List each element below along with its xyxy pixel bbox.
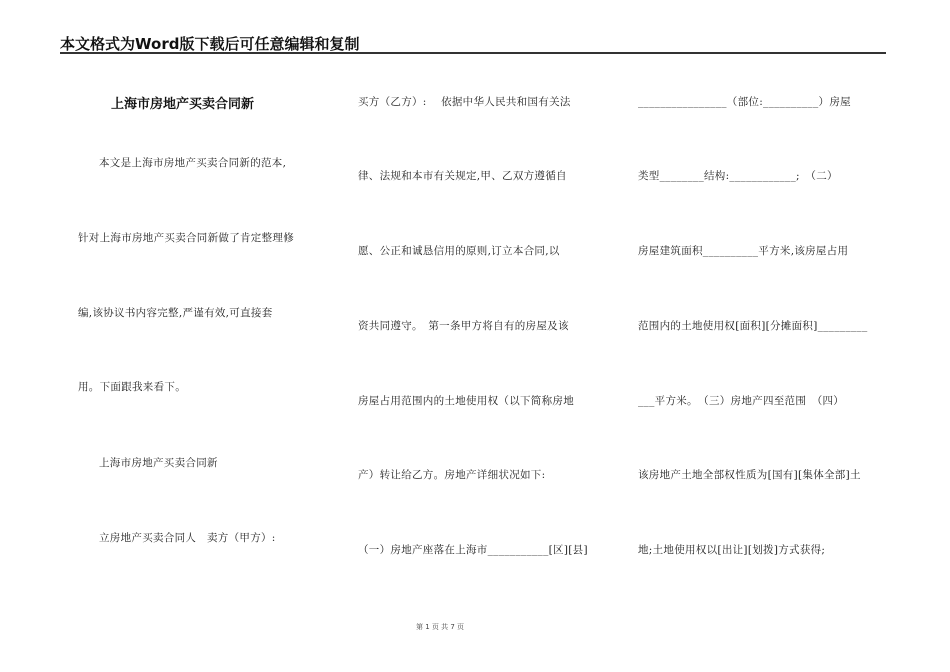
col1-line-6: 立房地产买卖合同人 卖方（甲方）: (99, 532, 276, 544)
col3-line-2: 类型________结构:____________; （二） (638, 170, 838, 182)
col1-line-4: 用。下面跟我来看下。 (78, 381, 186, 393)
document-header: 本文格式为Word版下载后可任意编辑和复制 (60, 35, 360, 53)
col3-line-7: 地;土地使用权以[出让][划拨]方式获得; (638, 544, 826, 556)
col3-line-1: ________________（部位:__________）房屋 (638, 96, 851, 108)
col3-line-4: 范围内的土地使用权[面积][分摊面积]_________ (638, 320, 868, 332)
col3-line-6: 该房地产土地全部权性质为[国有][集体全部]土 (638, 469, 861, 481)
page-indicator: 第 1 页 共 7 页 (415, 623, 465, 631)
col3-line-3: 房屋建筑面积__________平方米,该房屋占用 (638, 245, 849, 257)
col1-line-2: 针对上海市房地产买卖合同新做了肯定整理修 (78, 232, 294, 244)
col2-line-3: 愿、公正和诚恳信用的原则,订立本合同,以 (358, 245, 560, 257)
col2-line-4: 资共同遵守。 第一条甲方将自有的房屋及该 (358, 320, 569, 332)
col2-line-1: 买方（乙方）: 依据中华人民共和国有关法 (358, 96, 571, 108)
col3-line-5: ___平方米。 （三）房地产四至范围 （四） (638, 395, 845, 407)
col1-line-1: 本文是上海市房地产买卖合同新的范本, (99, 157, 287, 169)
document-title: 上海市房地产买卖合同新 (111, 97, 255, 112)
col2-line-2: 律、法规和本市有关规定,甲、乙双方遵循自 (358, 170, 567, 182)
col2-line-6: 产）转让给乙方。房地产详细状况如下: (358, 469, 546, 481)
col2-line-7: （一）房地产座落在上海市___________[区][县] (358, 544, 588, 556)
col2-line-5: 房屋占用范围内的土地使用权（以下简称房地 (358, 395, 574, 407)
col1-line-5: 上海市房地产买卖合同新 (99, 457, 218, 469)
col1-line-3: 编,该协议书内容完整,严谨有效,可直接套 (78, 307, 273, 319)
header-divider (60, 52, 886, 54)
